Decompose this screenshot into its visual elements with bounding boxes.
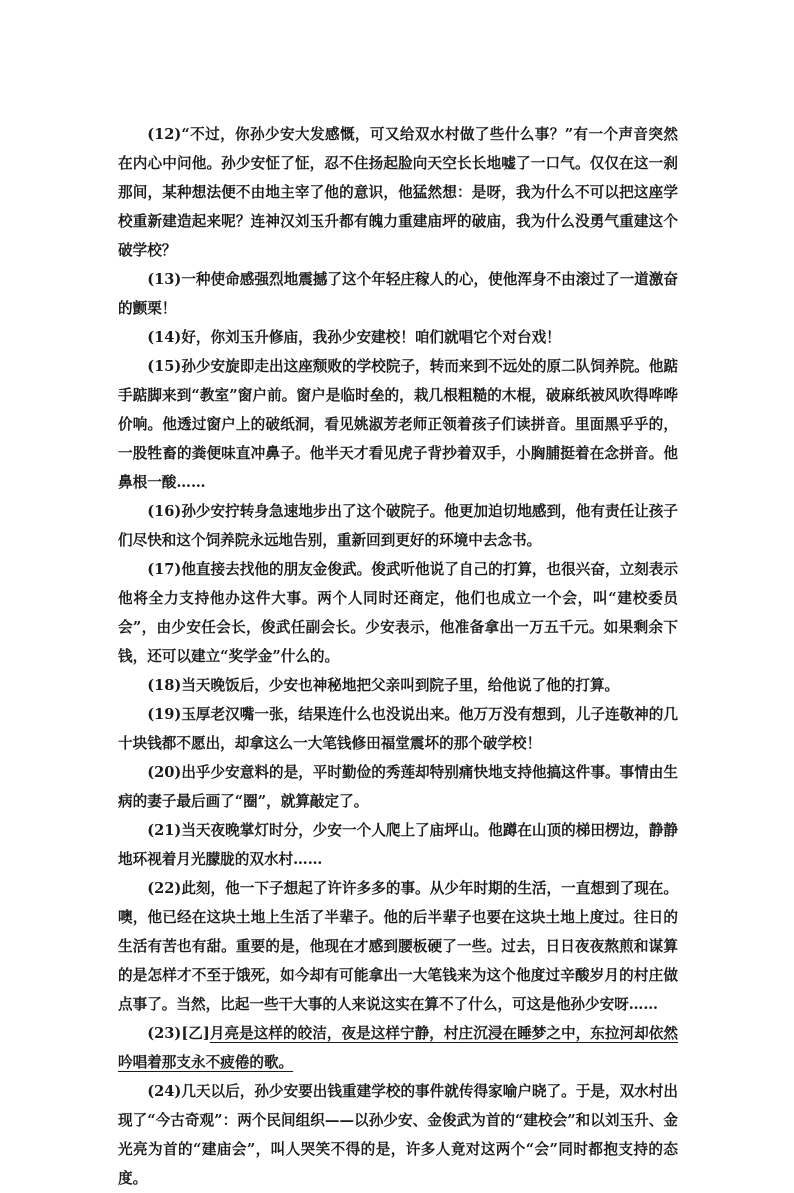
paragraph-text: 好，你刘玉升修庙，我孙少安建校！咱们就唱它个对台戏！ xyxy=(181,329,561,346)
paragraph-number: (21) xyxy=(147,822,182,839)
paragraph-number: (14) xyxy=(147,329,182,346)
paragraph-23 xyxy=(118,1019,678,1077)
paragraph-12 xyxy=(118,120,678,265)
paragraph-21 xyxy=(118,816,678,874)
paragraph-15 xyxy=(118,352,678,497)
paragraph-text: 几天以后，孙少安要出钱重建学校的事件就传得家喻户晓了。于是，双水村出现了“今古奇观”：两个民间组织——以孙少安、金俊武为首的“建校会”和以刘玉升、金光亮为首的“建庙会”，叫人哭笑不得的是，许多人竟对这两个“会”同时都抱支持的态度。 xyxy=(118,1083,678,1187)
paragraph-number: (18) xyxy=(147,677,182,694)
paragraph-text: “不过，你孙少安大发感慨，可又给双水村做了些什么事？”有一个声音突然在内心中问他。孙少安怔了怔，忍不住扬起脸向天空长长地嘘了一口气。仅仅在这一刹那间，某种想法便不由地主宰了他的意识，他猛然想：是呀，我为什么不可以把这座学校重新建造起来呢？连神汉刘玉升都有魄力重建庙坪的破庙，我为什么没勇气重建这个破学校？ xyxy=(118,126,678,259)
paragraph-number: (15) xyxy=(147,358,182,375)
paragraph-number: (19) xyxy=(147,706,182,723)
paragraph-text: 一种使命感强烈地震撼了这个年轻庄稼人的心，使他浑身不由滚过了一道激奋的颤栗！ xyxy=(118,271,678,317)
paragraph-number: (20) xyxy=(147,764,182,781)
paragraph-number: (24) xyxy=(147,1083,182,1100)
paragraph-text: 玉厚老汉嘴一张，结果连什么也没说出来。他万万没有想到，儿子连敬神的几十块钱都不愿出，却拿这么一大笔钱修田福堂震坏的那个破学校！ xyxy=(118,706,678,752)
paragraph-text: 孙少安旋即走出这座颓败的学校院子，转而来到不远处的原二队饲养院。他踮手踮脚来到“教室”窗户前。窗户是临时垒的，栽几根粗糙的木棍，破麻纸被风吹得哗哗价响。他透过窗户上的破纸洞，看见姚淑芳老师正领着孩子们读拼音。里面黑乎乎的，一股牲畜的粪便味直冲鼻子。他半天才看见虎子背抄着双手，小胸脯挺着在念拼音。他鼻根一酸…… xyxy=(118,358,678,491)
paragraph-number: (13) xyxy=(147,271,182,288)
paragraph-18 xyxy=(118,671,678,700)
paragraph-19 xyxy=(118,700,678,758)
paragraph-text: 当天夜晚掌灯时分，少安一个人爬上了庙坪山。他蹲在山顶的梯田楞边，静静地环视着月光朦胧的双水村…… xyxy=(118,822,678,868)
paragraph-number: (16) xyxy=(147,503,182,520)
paragraph-text: 此刻，他一下子想起了许许多多的事。从少年时期的生活，一直想到了现在。噢，他已经在这块土地上生活了半辈子。他的后半辈子也要在这块土地上度过。往日的生活有苦也有甜。重要的是，他现在才感到腰板硬了一些。过去，日日夜夜熬煎和谋算的是怎样才不至于饿死，如今却有可能拿出一大笔钱来为这个他度过辛酸岁月的村庄做点事了。当然，比起一些干大事的人来说这实在算不了什么，可这是他孙少安呀…… xyxy=(118,880,678,1013)
paragraph-text: 出乎少安意料的是，平时勤俭的秀莲却特别痛快地支持他搞这件事。事情由生病的妻子最后画了“圈”，就算敲定了。 xyxy=(118,764,678,810)
paragraph-16 xyxy=(118,497,678,555)
document-page xyxy=(118,120,678,1193)
paragraph-number: (23) xyxy=(147,1025,182,1042)
paragraph-text: 孙少安拧转身急速地步出了这个破院子。他更加迫切地感到，他有责任让孩子们尽快和这个饲养院永远地告别，重新回到更好的环境中去念书。 xyxy=(118,503,678,549)
paragraph-20 xyxy=(118,758,678,816)
paragraph-number: (22) xyxy=(147,880,182,897)
paragraph-24 xyxy=(118,1077,678,1193)
paragraph-text: 当天晚饭后，少安也神秘地把父亲叫到院子里，给他说了他的打算。 xyxy=(181,677,620,694)
underlined-sentence: 月亮是这样的皎洁，夜是这样宁静，村庄沉浸在睡梦之中，东拉河却依然吟唱着那支永不疲倦的歌。 xyxy=(118,1025,678,1071)
paragraph-number: (17) xyxy=(147,561,182,578)
paragraph-number: (12) xyxy=(147,126,182,143)
paragraph-13 xyxy=(118,265,678,323)
paragraph-17 xyxy=(118,555,678,671)
paragraph-14 xyxy=(118,323,678,352)
paragraph-22 xyxy=(118,874,678,1019)
passage-marker: [乙] xyxy=(181,1025,210,1042)
paragraph-text: 他直接去找他的朋友金俊武。俊武听他说了自己的打算，也很兴奋，立刻表示他将全力支持他办这件大事。两个人同时还商定，他们也成立一个会，叫“建校委员会”，由少安任会长，俊武任副会长。少安表示，他准备拿出一万五千元。如果剩余下钱，还可以建立“奖学金”什么的。 xyxy=(118,561,678,665)
